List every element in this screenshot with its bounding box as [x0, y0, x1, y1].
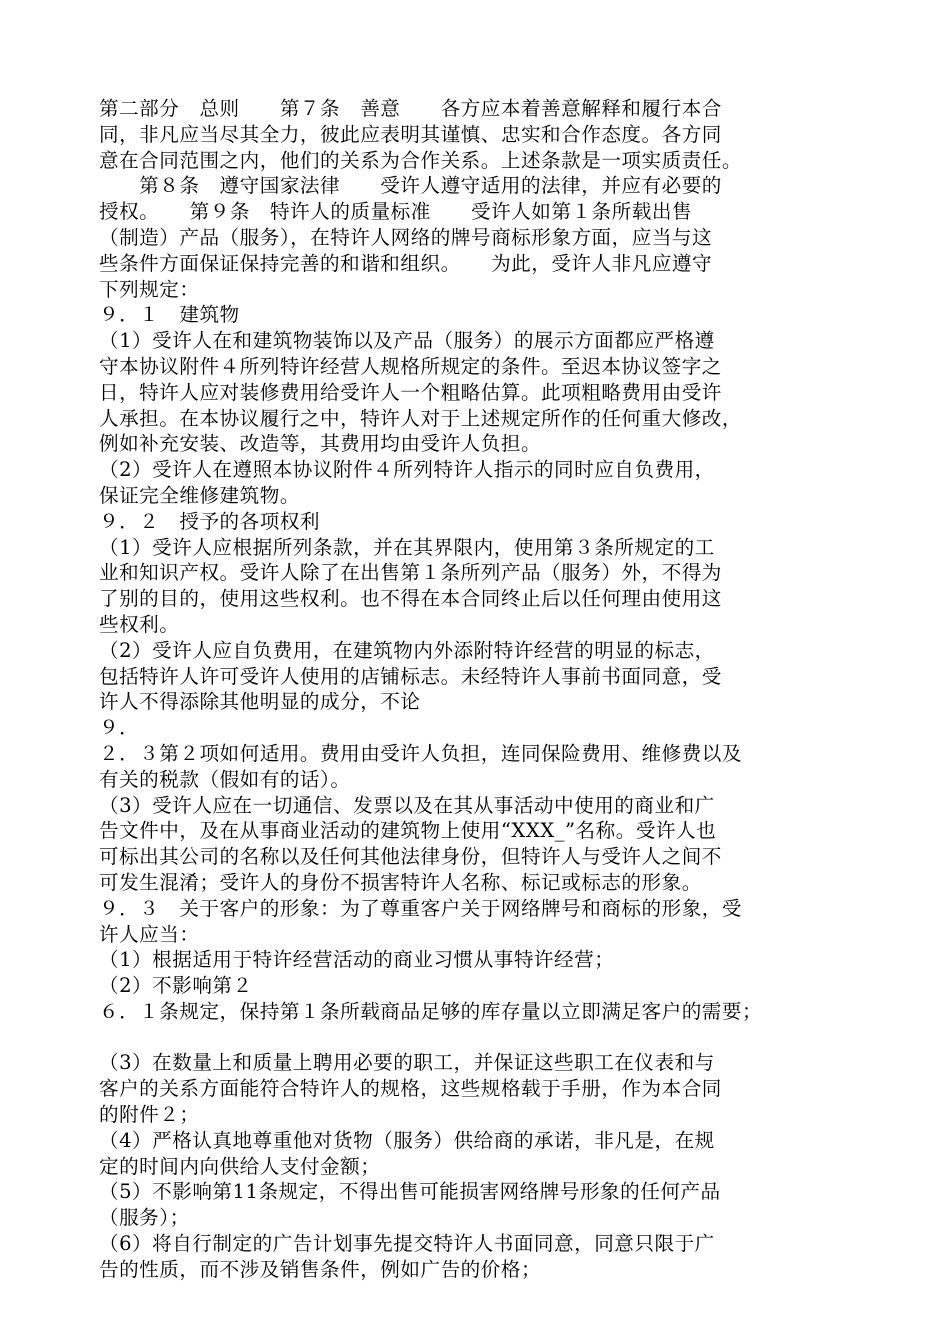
- text-line: 了别的目的，使用这些权利。也不得在本合同终止后以任何理由使用这: [99, 587, 722, 611]
- text-line: （2）受许人应自负费用，在建筑物内外添附特许经营的明显的标志，: [99, 638, 715, 662]
- text-line: 人承担。在本协议履行之中，特许人对于上述规定所作的任何重大修改，: [99, 406, 742, 430]
- text-line: 授权。 第９条 特许人的质量标准 受许人如第１条所载出售: [99, 200, 693, 224]
- text-line: （3）在数量上和质量上聘用必要的职工，并保证这些职工在仪表和与: [99, 1051, 715, 1075]
- text-line: 下列规定：: [99, 277, 200, 301]
- text-line: 意在合同范围之内，他们的关系为合作关系。上述条款是一项实质责任。: [99, 148, 742, 172]
- text-line: 些权利。: [99, 612, 180, 636]
- text-line: （1）受许人应根据所列条款，并在其界限内，使用第３条所规定的工: [99, 535, 715, 559]
- text-line: 守本协议附件４所列特许经营人规格所规定的条件。至迟本协议签字之: [99, 354, 722, 378]
- text-line: ６．１条规定，保持第１条所载商品足够的库存量以立即满足客户的需要；: [99, 999, 763, 1023]
- text-line: （4）严格认真地尊重他对货物（服务）供给商的承诺，非凡是，在规: [99, 1128, 715, 1152]
- text-line: 的附件２；: [99, 1103, 200, 1127]
- text-line: （5）不影响第11条规定，不得出售可能损害网络牌号形象的任何产品: [99, 1180, 721, 1204]
- section-heading: ９．３ 关于客户的形象：为了尊重客户关于网络牌号和商标的形象，受: [99, 896, 742, 920]
- text-line: 可发生混淆；受许人的身份不损害特许人名称、标记或标志的形象。: [99, 870, 702, 894]
- text-line: 许人应当：: [99, 922, 200, 946]
- text-line: （6）将自行制定的广告计划事先提交特许人书面同意，同意只限于广: [99, 1232, 715, 1256]
- text-line: 告文件中，及在从事商业活动的建筑物上使用“XXX_”名称。受许人也: [99, 819, 717, 843]
- section-heading: ９．２ 授予的各项权利: [99, 509, 321, 533]
- text-line: 些条件方面保证保持完善的和谐和组织。 为此，受许人非凡应遵守: [99, 251, 713, 275]
- text-line: 同，非凡应当尽其全力，彼此应表明其谨慎、忠实和合作态度。各方同: [99, 122, 722, 146]
- text-line: ２．３第２项如何适用。费用由受许人负担，连同保险费用、维修费以及: [99, 741, 742, 765]
- text-line: （制造）产品（服务），在特许人网络的牌号商标形象方面，应当与这: [99, 225, 713, 249]
- text-line: 第二部分 总则 第７条 善意 各方应本着善意解释和履行本合: [99, 97, 722, 120]
- text-line: 保证完全维修建筑物。: [99, 483, 300, 507]
- text-line: （1）受许人在和建筑物装饰以及产品（服务）的展示方面都应严格遵: [99, 329, 715, 353]
- text-line: 日，特许人应对装修费用给受许人一个粗略估算。此项粗略费用由受许: [99, 380, 722, 404]
- text-line: 定的时间内向供给人支付金额；: [99, 1154, 381, 1178]
- section-heading: ９．１ 建筑物: [99, 303, 240, 327]
- text-line: （服务）；: [99, 1206, 190, 1230]
- text-line: 许人不得添除其他明显的成分，不论: [99, 690, 421, 714]
- text-line: （1）根据适用于特许经营活动的商业习惯从事特许经营；: [99, 948, 615, 972]
- text-line: （2）受许人在遵照本协议附件４所列特许人指示的同时应自负费用，: [99, 458, 715, 482]
- text-line: 业和知识产权。受许人除了在出售第１条所列产品（服务）外，不得为: [99, 561, 722, 585]
- text-line: 可标出其公司的名称以及任何其他法律身份，但特许人与受许人之间不: [99, 845, 722, 869]
- blank-line: [99, 1025, 859, 1051]
- text-line: （2）不影响第２: [99, 974, 253, 998]
- text-line: 第８条 遵守国家法律 受许人遵守适用的法律，并应有必要的: [99, 174, 722, 198]
- text-line: 包括特许人许可受许人使用的店铺标志。未经特许人事前书面同意，受: [99, 664, 722, 688]
- document-body: [99, 96, 859, 1283]
- text-line: 客户的关系方面能符合特许人的规格，这些规格载于手册，作为本合同: [99, 1077, 722, 1101]
- text-line: 例如补充安装、改造等，其费用均由受许人负担。: [99, 432, 542, 456]
- text-line: ９．: [99, 716, 140, 740]
- text-line: 告的性质，而不涉及销售条件，例如广告的价格；: [99, 1257, 542, 1281]
- text-line: （3）受许人应在一切通信、发票以及在其从事活动中使用的商业和广: [99, 793, 715, 817]
- text-line: 有关的税款（假如有的话）。: [99, 767, 351, 791]
